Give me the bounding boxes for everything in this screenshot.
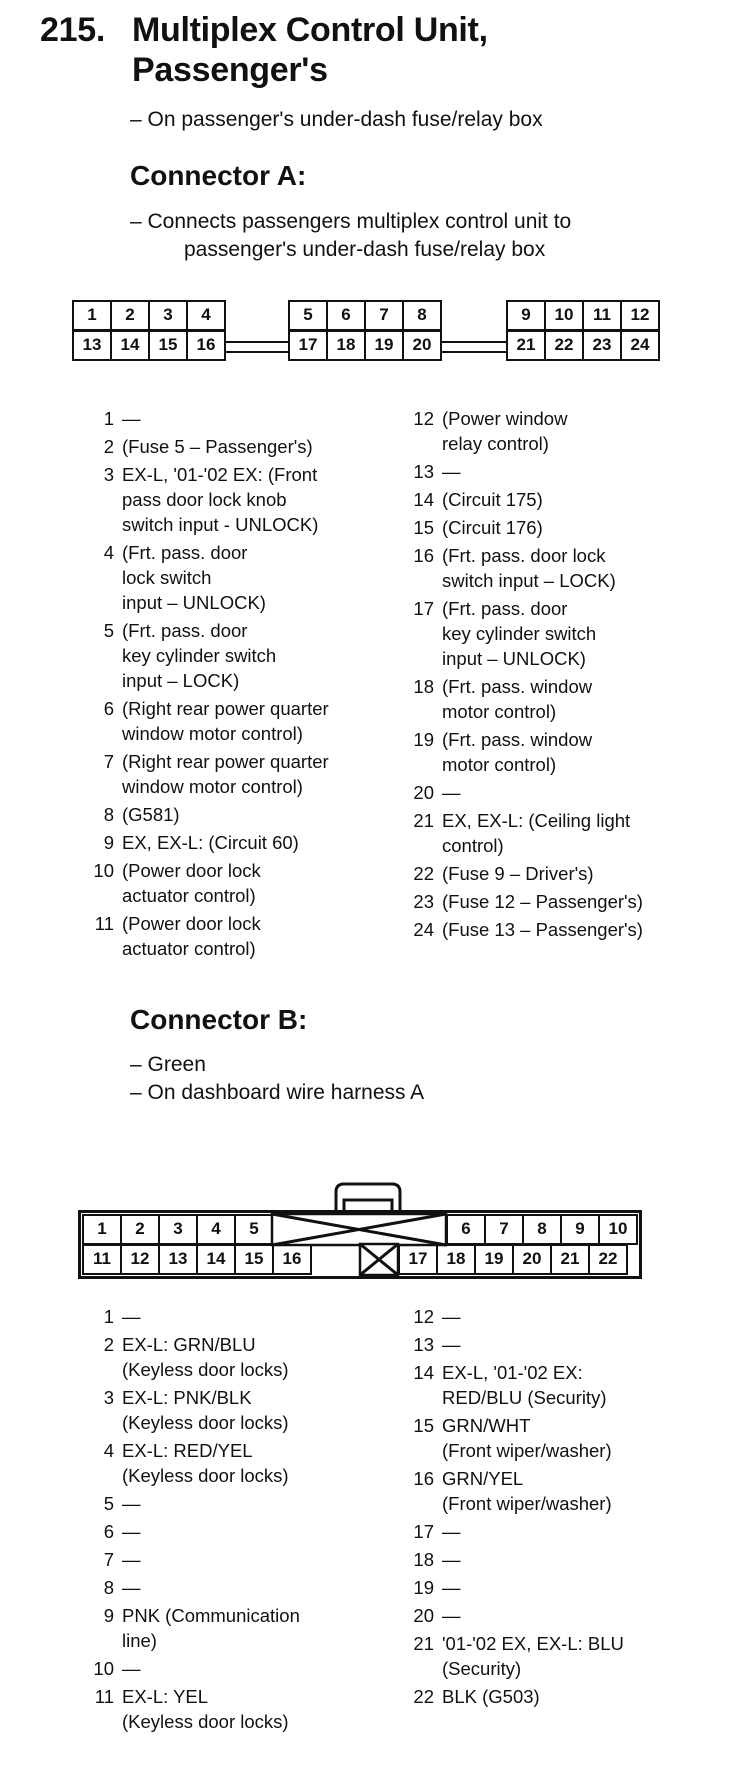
pin-number: 13 [413, 461, 434, 482]
pin-number: 12 [413, 408, 434, 429]
pin-number: 11 [94, 1686, 114, 1707]
pin-number: 12 [413, 1306, 434, 1327]
pin-item [88, 1519, 408, 1544]
pin-number: 9 [103, 1605, 114, 1626]
pin-item [408, 780, 728, 805]
pin-description: GRN/YEL (Front wiper/washer) [442, 1468, 612, 1514]
pin-number: 5 [103, 620, 114, 641]
pin-number: 22 [413, 1686, 434, 1707]
pin-item [88, 1332, 408, 1382]
pin-description: — [442, 1521, 461, 1542]
pin-description: EX-L: GRN/BLU (Keyless door locks) [122, 1334, 289, 1380]
pin-description: EX-L: YEL (Keyless door locks) [122, 1686, 289, 1732]
title-line-2: Passenger's [132, 51, 328, 89]
connector-link-line [226, 351, 288, 353]
connector-pin-cell: 3 [148, 300, 188, 331]
connector-pin-cell: 24 [620, 330, 660, 361]
connector-b-pin-list-left [88, 1304, 408, 1737]
pin-description: EX-L: PNK/BLK (Keyless door locks) [122, 1387, 289, 1433]
connector-pin-cell: 15 [148, 330, 188, 361]
pin-description: (Fuse 12 – Passenger's) [442, 891, 643, 912]
pin-item [88, 434, 408, 459]
connector-pin-cell: 12 [120, 1244, 160, 1275]
pin-item [88, 830, 408, 855]
pin-number: 18 [413, 676, 434, 697]
connector-pin-cell: 18 [436, 1244, 476, 1275]
pin-number: 16 [413, 545, 434, 566]
connector-b-location-note: – On dashboard wire harness A [130, 1081, 425, 1104]
pin-description: EX, EX-L: (Circuit 60) [122, 832, 299, 853]
pin-number: 17 [413, 1521, 434, 1542]
pin-item [408, 1603, 728, 1628]
connector-pin-cell: 13 [158, 1244, 198, 1275]
connector-pin-cell: 14 [110, 330, 150, 361]
pin-description: — [442, 461, 461, 482]
pin-number: 2 [103, 1334, 114, 1355]
pin-item [408, 917, 728, 942]
pin-item [88, 749, 408, 799]
pin-description: (Frt. pass. door key cylinder switch input – UNLOCK) [442, 598, 597, 669]
pin-description: — [442, 1605, 461, 1626]
pin-description: (Fuse 5 – Passenger's) [122, 436, 313, 457]
pin-item [408, 406, 728, 456]
connector-pin-cell: 20 [402, 330, 442, 361]
pin-item [408, 1466, 728, 1516]
pin-item [408, 487, 728, 512]
pin-number: 21 [413, 1633, 434, 1654]
pin-item [88, 462, 408, 537]
connector-b-frame [78, 1210, 642, 1279]
pin-number: 4 [103, 1440, 114, 1461]
connector-pin-cell: 3 [158, 1214, 198, 1245]
pin-number: 1 [103, 408, 114, 429]
connector-link-line [226, 341, 288, 343]
pin-description: (Power window relay control) [442, 408, 568, 454]
pin-number: 6 [103, 1521, 114, 1542]
pin-item [408, 1413, 728, 1463]
connector-a-pin-list-right [408, 406, 728, 945]
pin-number: 18 [413, 1549, 434, 1570]
pin-description: — [442, 1577, 461, 1598]
pin-description: EX, EX-L: (Ceiling light control) [442, 810, 631, 856]
pin-number: 4 [103, 542, 114, 563]
pin-item [88, 1491, 408, 1516]
pin-description: — [122, 1658, 141, 1679]
pin-description: EX-L: RED/YEL (Keyless door locks) [122, 1440, 289, 1486]
pin-number: 7 [103, 1549, 114, 1570]
pin-item [408, 543, 728, 593]
pin-item [408, 1684, 728, 1709]
pin-item [408, 889, 728, 914]
pin-item [88, 1603, 408, 1653]
connector-pin-cell: 20 [512, 1244, 552, 1275]
pin-number: 13 [413, 1334, 434, 1355]
connector-pin-cell: 22 [544, 330, 584, 361]
pin-item [88, 802, 408, 827]
connector-pin-cell: 2 [110, 300, 150, 331]
pin-description: BLK (G503) [442, 1686, 540, 1707]
pin-item [408, 459, 728, 484]
pin-number: 19 [413, 729, 434, 750]
pin-number: 23 [413, 891, 434, 912]
connector-pin-cell: 9 [506, 300, 546, 331]
pin-number: 15 [413, 517, 434, 538]
pin-number: 3 [103, 464, 114, 485]
connector-pin-cell: 4 [186, 300, 226, 331]
pin-number: 10 [93, 1658, 114, 1679]
connector-pin-cell: 6 [446, 1214, 486, 1245]
pin-item [408, 674, 728, 724]
pin-item [88, 911, 408, 961]
pin-item [88, 1684, 408, 1734]
pin-description: — [442, 1549, 461, 1570]
pin-number: 8 [103, 1577, 114, 1598]
connector-pin-cell: 23 [582, 330, 622, 361]
pin-description: — [442, 1334, 461, 1355]
pin-number: 11 [94, 913, 114, 934]
pin-item [88, 1385, 408, 1435]
pin-number: 1 [103, 1306, 114, 1327]
connector-pin-cell: 19 [474, 1244, 514, 1275]
pin-description: (Fuse 9 – Driver's) [442, 863, 594, 884]
connector-pin-cell: 2 [120, 1214, 160, 1245]
pin-description: — [122, 408, 141, 429]
pin-number: 14 [413, 1362, 434, 1383]
connector-pin-cell: 17 [398, 1244, 438, 1275]
pin-description: — [122, 1493, 141, 1514]
pin-item [88, 1656, 408, 1681]
pin-description: (Power door lock actuator control) [122, 860, 261, 906]
pin-number: 2 [103, 436, 114, 457]
pin-item [408, 861, 728, 886]
connector-b-color-note: – Green [130, 1053, 206, 1076]
pin-description: EX-L, '01-'02 EX: (Front pass door lock knob switch input - UNLOCK) [122, 464, 319, 535]
pin-description: (Right rear power quarter window motor control) [122, 751, 329, 797]
pin-item [408, 515, 728, 540]
connector-link-line [442, 351, 506, 353]
pin-number: 7 [103, 751, 114, 772]
pin-description: — [442, 1306, 461, 1327]
pin-description: — [122, 1549, 141, 1570]
pin-number: 20 [413, 1605, 434, 1626]
connector-a-pin-list-left [88, 406, 408, 964]
pin-description: EX-L, '01-'02 EX: RED/BLU (Security) [442, 1362, 607, 1408]
connector-pin-cell: 8 [522, 1214, 562, 1245]
pin-item [88, 1438, 408, 1488]
connector-pin-cell: 16 [272, 1244, 312, 1275]
connector-pin-cell: 17 [288, 330, 328, 361]
pin-item [88, 1304, 408, 1329]
connector-pin-cell: 18 [326, 330, 366, 361]
title-line-1: Multiplex Control Unit, [132, 11, 488, 49]
pin-item [408, 727, 728, 777]
location-note: – On passenger's under-dash fuse/relay box [130, 108, 543, 131]
pin-description: (Fuse 13 – Passenger's) [442, 919, 643, 940]
pin-description: — [122, 1577, 141, 1598]
pin-number: 10 [93, 860, 114, 881]
pin-description: (G581) [122, 804, 180, 825]
connector-pin-cell: 6 [326, 300, 366, 331]
connector-pin-cell: 10 [544, 300, 584, 331]
pin-item [88, 1575, 408, 1600]
pin-number: 20 [413, 782, 434, 803]
pin-description: GRN/WHT (Front wiper/washer) [442, 1415, 612, 1461]
pin-number: 14 [413, 489, 434, 510]
pin-number: 19 [413, 1577, 434, 1598]
connector-pin-cell: 14 [196, 1244, 236, 1275]
connector-pin-cell: 13 [72, 330, 112, 361]
pin-number: 3 [103, 1387, 114, 1408]
connector-pin-cell: 16 [186, 330, 226, 361]
pin-number: 9 [103, 832, 114, 853]
pin-number: 15 [413, 1415, 434, 1436]
pin-number: 8 [103, 804, 114, 825]
pin-description: (Power door lock actuator control) [122, 913, 261, 959]
connector-link-line [442, 341, 506, 343]
pin-number: 22 [413, 863, 434, 884]
connector-pin-cell: 12 [620, 300, 660, 331]
connector-pin-cell: 11 [582, 300, 622, 331]
connector-pin-cell: 1 [72, 300, 112, 331]
pin-description: (Frt. pass. door key cylinder switch input – LOCK) [122, 620, 277, 691]
section-number: 215. [40, 11, 105, 49]
pin-item [408, 1519, 728, 1544]
connector-pin-cell: 15 [234, 1244, 274, 1275]
pin-description: (Circuit 175) [442, 489, 543, 510]
pin-description: — [442, 782, 461, 803]
connector-pin-cell: 10 [598, 1214, 638, 1245]
pin-description: (Frt. pass. door lock switch input – LOCK) [442, 545, 616, 591]
connector-a-heading: Connector A: [130, 160, 307, 191]
pin-number: 6 [103, 698, 114, 719]
connector-pin-cell: 19 [364, 330, 404, 361]
pin-description: (Right rear power quarter window motor control) [122, 698, 329, 744]
connector-a-note-1: – Connects passengers multiplex control unit to [130, 210, 572, 233]
pin-description: — [122, 1521, 141, 1542]
pin-number: 24 [413, 919, 434, 940]
pin-item [88, 618, 408, 693]
pin-item [88, 540, 408, 615]
pin-item [408, 1304, 728, 1329]
pin-item [408, 1332, 728, 1357]
connector-pin-cell: 9 [560, 1214, 600, 1245]
pin-item [408, 808, 728, 858]
connector-a-note-2: passenger's under-dash fuse/relay box [184, 238, 546, 261]
connector-pin-cell: 8 [402, 300, 442, 331]
connector-pin-cell: 5 [288, 300, 328, 331]
pin-description: (Circuit 176) [442, 517, 543, 538]
pin-number: 16 [413, 1468, 434, 1489]
connector-pin-cell: 11 [82, 1244, 122, 1275]
pin-item [408, 1631, 728, 1681]
pin-description: (Frt. pass. window motor control) [442, 676, 593, 722]
pin-item [408, 1575, 728, 1600]
pin-description: PNK (Communication line) [122, 1605, 300, 1651]
connector-pin-cell: 21 [550, 1244, 590, 1275]
pin-item [88, 858, 408, 908]
pin-number: 21 [413, 810, 434, 831]
pin-item [408, 1360, 728, 1410]
connector-b-pin-list-right [408, 1304, 728, 1712]
pin-description: — [122, 1306, 141, 1327]
connector-pin-cell: 1 [82, 1214, 122, 1245]
connector-b-heading: Connector B: [130, 1004, 308, 1035]
connector-pin-cell: 7 [364, 300, 404, 331]
connector-pin-cell: 21 [506, 330, 546, 361]
pin-description: (Frt. pass. door lock switch input – UNLOCK) [122, 542, 266, 613]
pin-number: 17 [413, 598, 434, 619]
pin-description: '01-'02 EX, EX-L: BLU (Security) [442, 1633, 624, 1679]
pin-item [88, 406, 408, 431]
pin-item [408, 1547, 728, 1572]
connector-pin-cell: 5 [234, 1214, 274, 1245]
connector-pin-cell: 4 [196, 1214, 236, 1245]
pin-item [88, 1547, 408, 1572]
pin-item [408, 596, 728, 671]
connector-pin-cell: 7 [484, 1214, 524, 1245]
pin-item [88, 696, 408, 746]
connector-pin-cell: 22 [588, 1244, 628, 1275]
pin-number: 5 [103, 1493, 114, 1514]
pin-description: (Frt. pass. window motor control) [442, 729, 593, 775]
